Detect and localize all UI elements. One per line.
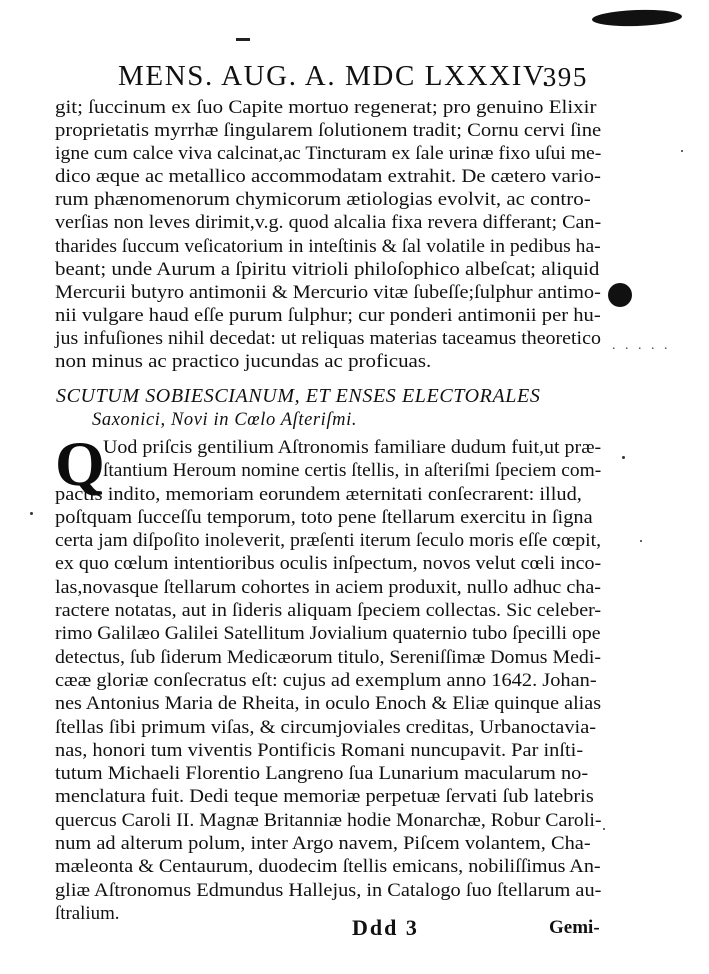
section-heading [56, 384, 601, 432]
text-line: igne cum calce viva calcinat,ac Tincturam ex ſale urinæ fixo uſui me- [55, 143, 602, 165]
text-line: beant; unde Aurum a ſpiritu vitrioli philoſophico albeſcat; aliquid [55, 258, 600, 280]
margin-marks: . . . . . [612, 338, 671, 353]
text-line: certa jam diſpoſito inoleverit, præſenti iterum ſeculo moris eſſe cœpit, [55, 530, 602, 552]
catchword: Gemi- [549, 917, 600, 938]
text-line: verſias non leves dirimit,v.g. quod alcalia fixa revera differant; Can- [55, 212, 602, 234]
text-line: las,novasque ſtellarum cohortes in aciem produxit, nullo adhuc cha- [55, 576, 601, 598]
text-line: proprietatis myrrhæ ſingularem ſolutionem tradit; Cornu cervi ſine [55, 120, 602, 142]
text-line: jus infuſiones nihil decedat: ut reliquas materias taceamus theoretico [55, 327, 601, 349]
text-line: nes Antonius Maria de Rheita, in oculo Enoch & Eliæ quinque alias [55, 693, 602, 715]
page-number: 395 [542, 62, 588, 92]
text-line: ſtantium Heroum nomine certis ſtellis, in aſteriſmi ſpeciem com- [103, 460, 602, 482]
text-line: pactis indito, memoriam eorundem æternitati conſecrarent: illud, [55, 483, 582, 505]
text-line: ex quo cœlum intentioribus oculis inſpectum, novos velut cœli inco- [55, 553, 602, 575]
text-line: tharides ſuccum veſicatorium in inteſtinis & ſal volatile in pedibus ha- [55, 235, 601, 257]
top-paragraph [55, 96, 601, 373]
ink-blot-top [592, 8, 683, 27]
ink-dash-top [236, 38, 250, 41]
text-line: cææ gloriæ conſecratus eſt: cujus ad exemplum anno 1642. Johan- [55, 669, 597, 691]
section-heading-line1: SCUTUM SOBIESCIANUM, ET ENSES ELECTORALES [56, 385, 541, 407]
main-paragraph [55, 428, 602, 925]
text-line: poſtquam ſucceſſu temporum, toto pene ſtellarum exercitu in ſigna [55, 506, 593, 528]
text-line: detectus, ſub ſiderum Medicæorum titulo, Sereniſſimæ Domus Medi- [55, 646, 601, 668]
ink-speck [640, 540, 642, 542]
text-line: menclatura fuit. Dedi teque memoriæ perpetuæ ſervati ſub latebris [55, 786, 594, 808]
text-line: Uod priſcis gentilium Aſtronomis familiare dudum fuit,ut præ- [103, 437, 602, 458]
text-line: ractere notatas, aut in ſideris aliquam ſpeciem collectas. Sic celeber- [55, 600, 602, 622]
text-line: num ad alterum polum, inter Argo navem, Piſcem volantem, Cha- [55, 833, 591, 855]
text-line: non minus ac practico jucundas ac proficuas. [55, 351, 432, 373]
ink-speck [681, 150, 683, 152]
text-line: dico æque ac metallico accommodatam extrahit. De cætero vario- [55, 166, 601, 188]
text-line: rum phænomenorum chymicorum ætiologias evolvit, ac contro- [55, 189, 591, 211]
text-line: nas, honori tum viventis Pontificis Romani nuncupavit. Par inſti- [55, 739, 584, 761]
drop-capital: Q [55, 428, 105, 499]
text-line: quercus Caroli II. Magnæ Britanniæ hodie Monarchæ, Robur Caroli- [55, 809, 602, 831]
section-heading-line2: Saxonici, Novi in Cœlo Aſteriſmi. [92, 410, 358, 430]
text-line: tutum Michaeli Florentio Langreno ſua Lunarium macularum no- [55, 763, 589, 785]
ink-speck [30, 512, 33, 515]
text-line: Mercurii butyro antimonii & Mercurio vitæ ſubeſſe;ſulphur antimo- [55, 281, 601, 303]
text-line: gliæ Aſtronomus Edmundus Hallejus, in Catalogo ſuo ſtellarum au- [55, 879, 602, 901]
text-line: ſtralium. [55, 902, 120, 924]
text-line: git; ſuccinum ex ſuo Capite mortuo regenerat; pro genuino Elixir [55, 97, 597, 118]
text-line: mæleonta & Centaurum, duodecim ſtellis emicans, nobiliſſimus An- [55, 856, 601, 878]
text-line: nii vulgare haud eſſe purum ſulphur; cur ponderi antimonii per hu- [55, 304, 601, 326]
text-line: rimo Galilæo Galilei Satellitum Jovialium quaternio tubo ſpecilli ope [55, 623, 601, 645]
text-line: ſtellas ſibi primum viſas, & circumjoviales creditas, Urbanoctavia- [55, 716, 597, 738]
running-title: MENS. AUG. A. MDC LXXXIV. [118, 60, 551, 92]
signature-mark: Ddd 3 [352, 915, 419, 940]
running-header [118, 60, 588, 100]
